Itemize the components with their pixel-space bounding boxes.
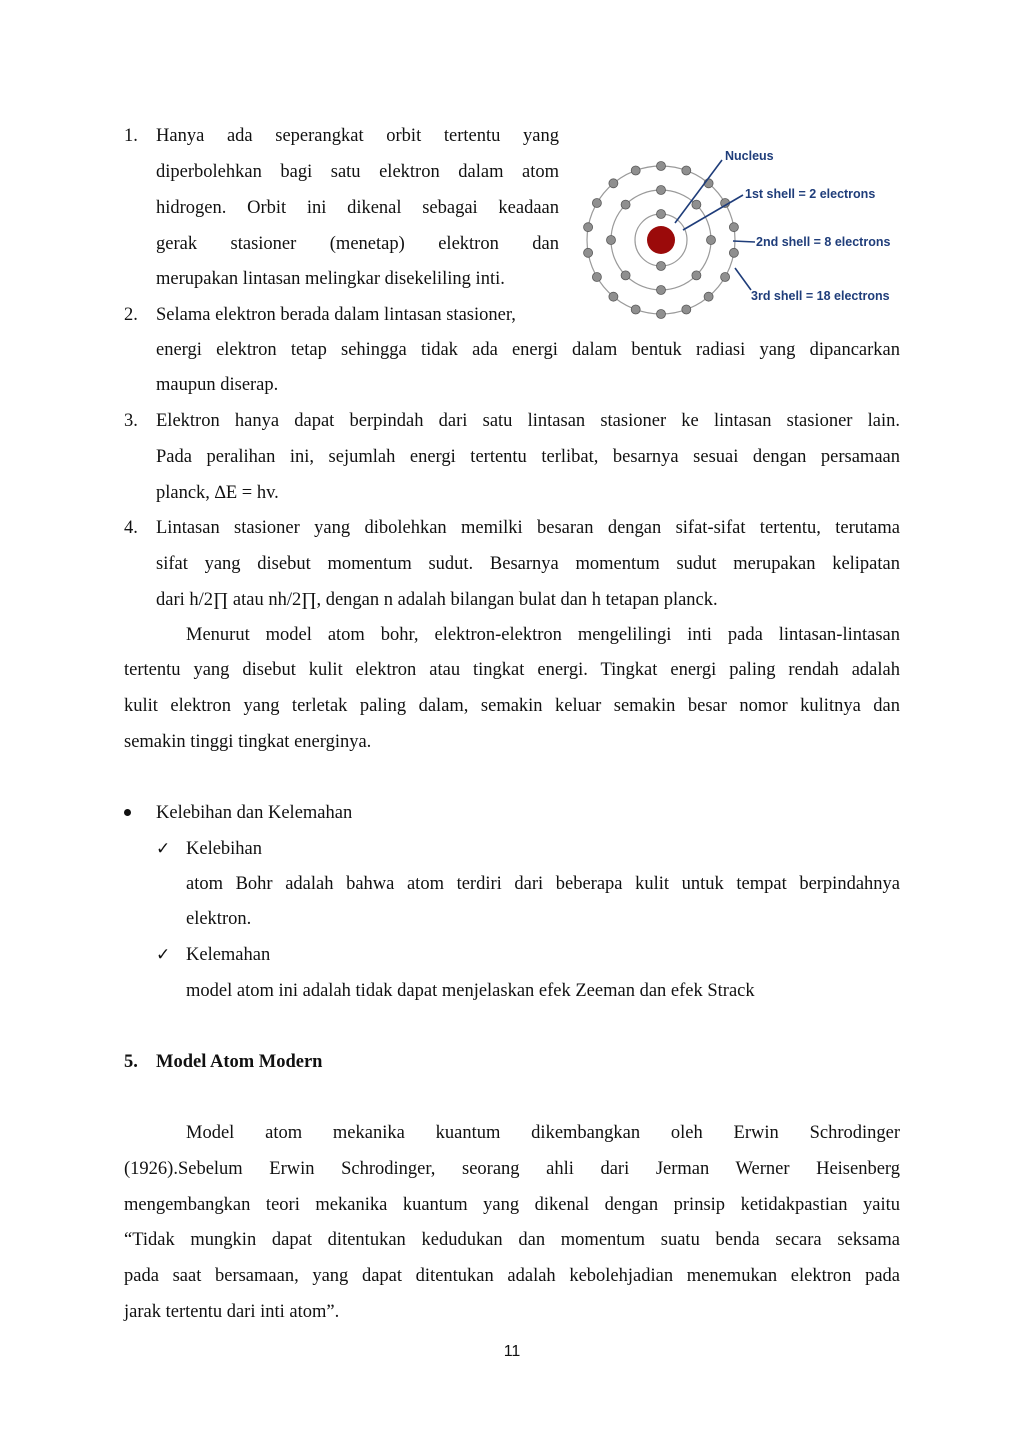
item4-line-3: dari h/2∏ atau nh/2∏, dengan n adalah bilangan bulat dan h tetapan planck. bbox=[156, 590, 718, 610]
item3-line-3: planck, ∆E = hv. bbox=[156, 483, 279, 503]
electron-shell-3 bbox=[584, 223, 593, 232]
para1-line-1: Menurut model atom bohr, elektron-elektron mengelilingi inti pada lintasan-lintasan bbox=[186, 625, 900, 645]
electron-shell-2 bbox=[621, 271, 630, 280]
item1-line-5: merupakan lintasan melingkar disekeliling inti. bbox=[156, 269, 505, 289]
nucleus-icon bbox=[647, 226, 675, 254]
section5-line-5: pada saat bersamaan, yang dapat ditentukan adalah kebolehjadian menemukan elektron pada bbox=[124, 1266, 900, 1286]
section5-line-3: mengembangkan teori mekanika kuantum yang dikenal dengan prinsip ketidakpastian yaitu bbox=[124, 1195, 900, 1215]
kelebihan-line-1: atom Bohr adalah bahwa atom terdiri dari beberapa kulit untuk tempat berpindahnya bbox=[186, 874, 900, 894]
section5-line-6: jarak tertentu dari inti atom”. bbox=[124, 1302, 340, 1322]
section5-line-1: Model atom mekanika kuantum dikembangkan oleh Erwin Schrodinger bbox=[186, 1123, 900, 1143]
section-title: Model Atom Modern bbox=[156, 1052, 323, 1072]
section5-line-4: “Tidak mungkin dapat ditentukan kedudukan dan momentum suatu benda secara seksama bbox=[124, 1230, 900, 1250]
item1-line-2: diperbolehkan bagi satu elektron dalam atom bbox=[156, 162, 559, 182]
bullet-dot-icon bbox=[124, 809, 131, 816]
electron-shell-3 bbox=[592, 273, 601, 282]
label-shell-3: 3rd shell = 18 electrons bbox=[751, 289, 890, 303]
electron-shell-3 bbox=[584, 248, 593, 257]
item3-line-1: Elektron hanya dapat berpindah dari satu lintasan stasioner ke lintasan stasioner lain. bbox=[156, 411, 900, 431]
label-shell-1: 1st shell = 2 electrons bbox=[745, 187, 876, 201]
electron-shell-1 bbox=[657, 210, 666, 219]
para1-line-2: tertentu yang disebut kulit elektron atau tingkat energi. Tingkat energi paling rendah adalah bbox=[124, 660, 900, 680]
list-number: 1. bbox=[124, 126, 138, 146]
electron-shell-2 bbox=[607, 236, 616, 245]
section5-line-2: (1926).Sebelum Erwin Schrodinger, seorang ahli dari Jerman Werner Heisenberg bbox=[124, 1159, 900, 1179]
kelebihan-title: Kelebihan bbox=[186, 839, 263, 859]
list-number: 3. bbox=[124, 411, 138, 431]
kelebihan-line-2: elektron. bbox=[186, 909, 252, 929]
item3-line-2: Pada peralihan ini, sejumlah energi tertentu terlibat, besarnya sesuai dengan persamaan bbox=[156, 447, 900, 467]
electron-shell-3 bbox=[682, 166, 691, 175]
kelemahan-line-1: model atom ini adalah tidak dapat menjelaskan efek Zeeman dan efek Strack bbox=[186, 981, 755, 1001]
item2-line-2: energi elektron tetap sehingga tidak ada energi dalam bentuk radiasi yang dipancarkan bbox=[156, 340, 900, 360]
electron-shell-3 bbox=[609, 179, 618, 188]
electron-shell-3 bbox=[729, 223, 738, 232]
electron-shell-2 bbox=[657, 186, 666, 195]
label-shell-2: 2nd shell = 8 electrons bbox=[756, 235, 891, 249]
electron-shell-3 bbox=[657, 162, 666, 171]
item2-line-3: maupun diserap. bbox=[156, 375, 279, 395]
item1-line-4: gerak stasioner (menetap) elektron dan bbox=[156, 234, 559, 254]
checkmark-icon: ✓ bbox=[156, 839, 171, 859]
bohr-atom-diagram bbox=[575, 138, 905, 322]
para1-line-3: kulit elektron yang terletak paling dalam, semakin keluar semakin besar nomor kulitnya dan bbox=[124, 696, 900, 716]
electron-shell-3 bbox=[704, 292, 713, 301]
item2-line-1: Selama elektron berada dalam lintasan stasioner, bbox=[156, 305, 516, 325]
list-number: 2. bbox=[124, 305, 138, 325]
item4-line-2: sifat yang disebut momentum sudut. Besarnya momentum sudut merupakan kelipatan bbox=[156, 554, 900, 574]
kelemahan-title: Kelemahan bbox=[186, 945, 271, 965]
electron-shell-2 bbox=[707, 236, 716, 245]
shell3-pointer bbox=[735, 268, 751, 290]
electron-shell-3 bbox=[609, 292, 618, 301]
electron-shell-3 bbox=[682, 305, 691, 314]
section-number: 5. bbox=[124, 1052, 138, 1072]
atom-diagram-svg bbox=[575, 138, 905, 322]
list-number: 4. bbox=[124, 518, 138, 538]
para1-line-4: semakin tinggi tingkat energinya. bbox=[124, 732, 372, 752]
page-number: 11 bbox=[503, 1343, 521, 1360]
item1-line-1: Hanya ada seperangkat orbit tertentu yang bbox=[156, 126, 559, 146]
electron-shell-1 bbox=[657, 262, 666, 271]
label-nucleus: Nucleus bbox=[725, 149, 774, 163]
electron-shell-2 bbox=[621, 200, 630, 209]
electron-shell-3 bbox=[657, 310, 666, 319]
item4-line-1: Lintasan stasioner yang dibolehkan memilki besaran dengan sifat-sifat tertentu, terutama bbox=[156, 518, 900, 538]
electron-shell-2 bbox=[692, 271, 701, 280]
electron-shell-3 bbox=[631, 166, 640, 175]
shell2-pointer bbox=[733, 241, 755, 242]
bullet-heading: Kelebihan dan Kelemahan bbox=[156, 803, 353, 823]
checkmark-icon: ✓ bbox=[156, 945, 171, 965]
electron-shell-3 bbox=[729, 248, 738, 257]
item1-line-3: hidrogen. Orbit ini dikenal sebagai keadaan bbox=[156, 198, 559, 218]
electron-shell-2 bbox=[692, 200, 701, 209]
electron-shell-3 bbox=[721, 273, 730, 282]
electron-shell-3 bbox=[631, 305, 640, 314]
label-pointers bbox=[675, 160, 755, 290]
electron-shell-3 bbox=[592, 199, 601, 208]
electron-shell-2 bbox=[657, 286, 666, 295]
